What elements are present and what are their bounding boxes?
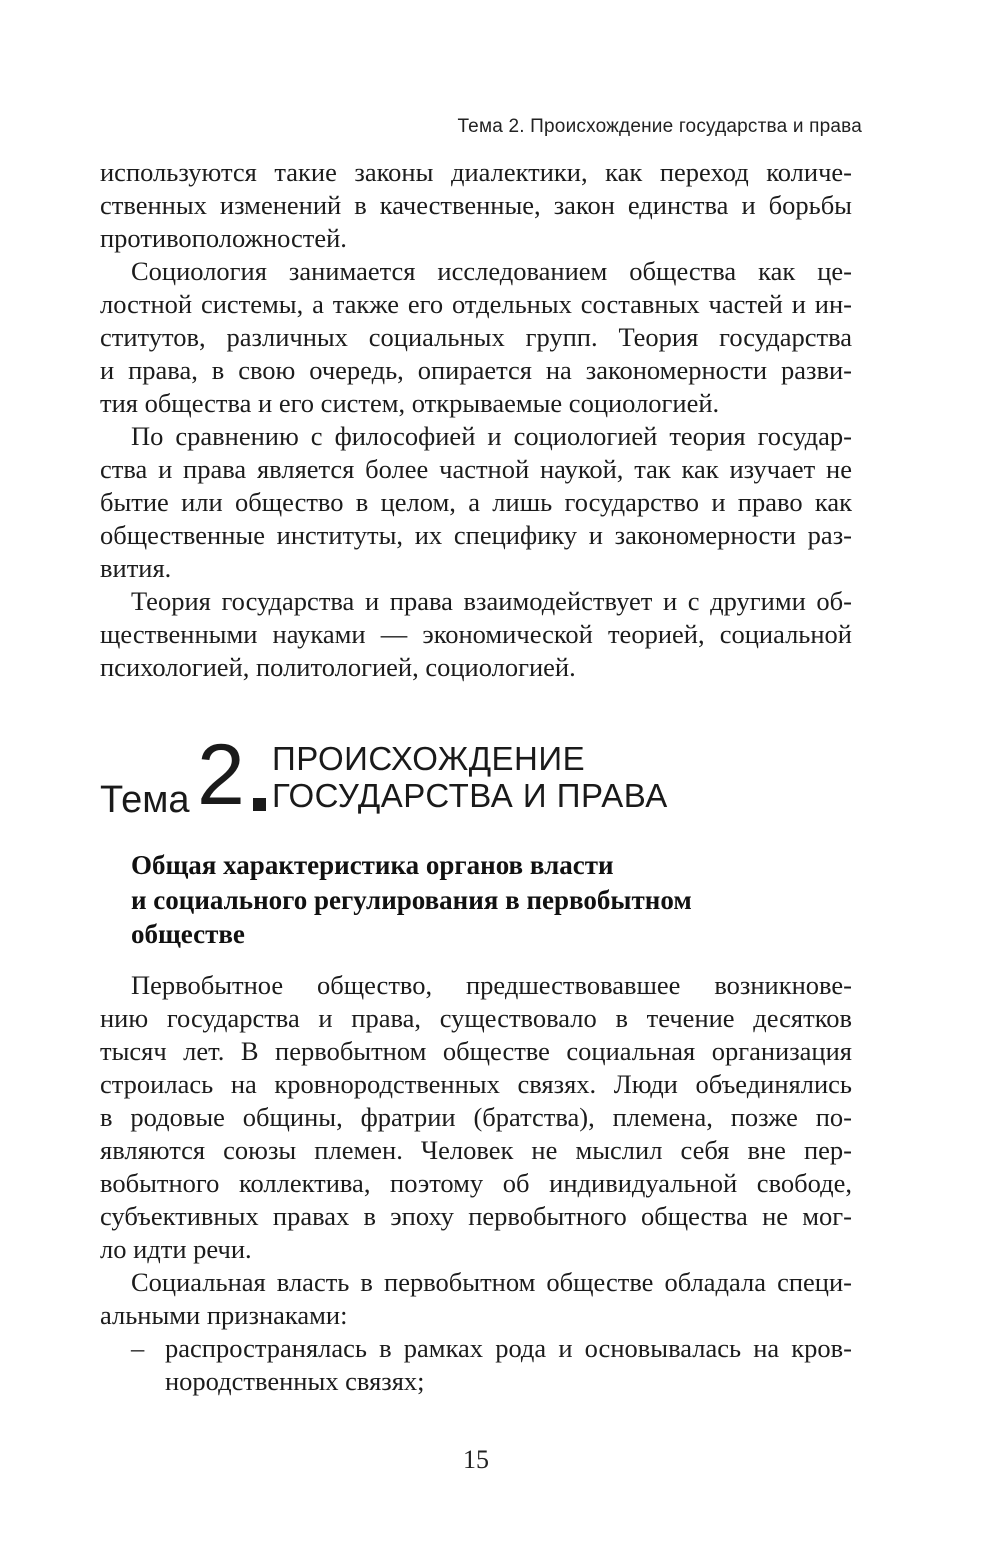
page-number: 15 — [463, 1445, 489, 1474]
text-line: психологией, политологией, социологией. — [100, 652, 576, 682]
text-line: общественные институты, их специфику и закономерности раз- — [100, 520, 852, 550]
text-line: вития. — [100, 553, 172, 583]
chapter-number: 2 — [197, 727, 245, 823]
chapter-title-line: ПРОИСХОЖДЕНИЕ — [272, 740, 586, 777]
chapter-word: Тема — [100, 779, 190, 821]
section-title-line: и социального регулирования в первобытном — [131, 884, 692, 915]
text-line: щественными науками — экономической теорией, социальной — [100, 619, 852, 649]
text-line: Социальная власть в первобытном обществе обладала специ- — [131, 1267, 852, 1297]
text-line: тысяч лет. В первобытном обществе социальная организация — [100, 1036, 852, 1066]
text-line: субъективных правах в эпоху первобытного общества не мог- — [100, 1201, 852, 1231]
chapter-title — [272, 740, 668, 814]
text-line: строилась на кровнородственных связях. Люди объединялись — [100, 1069, 852, 1099]
text-line: альными признаками: — [100, 1300, 348, 1330]
text-line: Теория государства и права взаимодействует и с другими об- — [131, 586, 852, 616]
text-line: ло идти речи. — [100, 1234, 252, 1264]
text-line: нию государства и права, существовало в течение десятков — [100, 1003, 852, 1033]
section-title-line: Общая характеристика органов власти — [131, 850, 614, 880]
text-line: ства и права является более частной наукой, так как изучает не — [100, 454, 852, 484]
text-line: являются союзы племен. Человек не мыслил себя вне пер- — [100, 1135, 852, 1165]
text-line: вобытного коллектива, поэтому об индивидуальной свободе, — [100, 1168, 852, 1198]
text-line: используются такие законы диалектики, как переход количе- — [100, 157, 852, 187]
running-head: Тема 2. Происхождение государства и права — [457, 116, 862, 137]
text-line: ститутов, различных социальных групп. Теория государства — [100, 322, 852, 352]
section-title-line: обществе — [131, 919, 245, 949]
text-line: Социология занимается исследованием общества как це- — [131, 256, 852, 286]
list-item-line: нородственных связях; — [165, 1366, 425, 1396]
text-line: Первобытное общество, предшествовавшее возникнове- — [131, 970, 852, 1000]
text-line: бытие или общество в целом, а лишь государство и право как — [100, 487, 852, 517]
text-line: в родовые общины, фратрии (братства), племена, позже по- — [100, 1102, 852, 1132]
list-item-line: распространялась в рамках рода и основывалась на кров- — [165, 1333, 852, 1363]
text-line: противоположностей. — [100, 223, 347, 253]
chapter-dot — [253, 798, 266, 811]
text-line: По сравнению с философией и социологией теория государ- — [131, 421, 852, 451]
text-line: тия общества и его систем, открываемые социологией. — [100, 388, 720, 418]
list-bullet: – — [131, 1333, 145, 1363]
section-title — [131, 848, 781, 952]
text-line: и права, в свою очередь, опирается на закономерности разви- — [100, 355, 852, 385]
chapter-title-line: ГОСУДАРСТВА И ПРАВА — [272, 777, 668, 814]
text-line: лостной системы, а также его отдельных составных частей и ин- — [100, 289, 852, 319]
text-line: ственных изменений в качественные, закон единства и борьбы — [100, 190, 852, 220]
